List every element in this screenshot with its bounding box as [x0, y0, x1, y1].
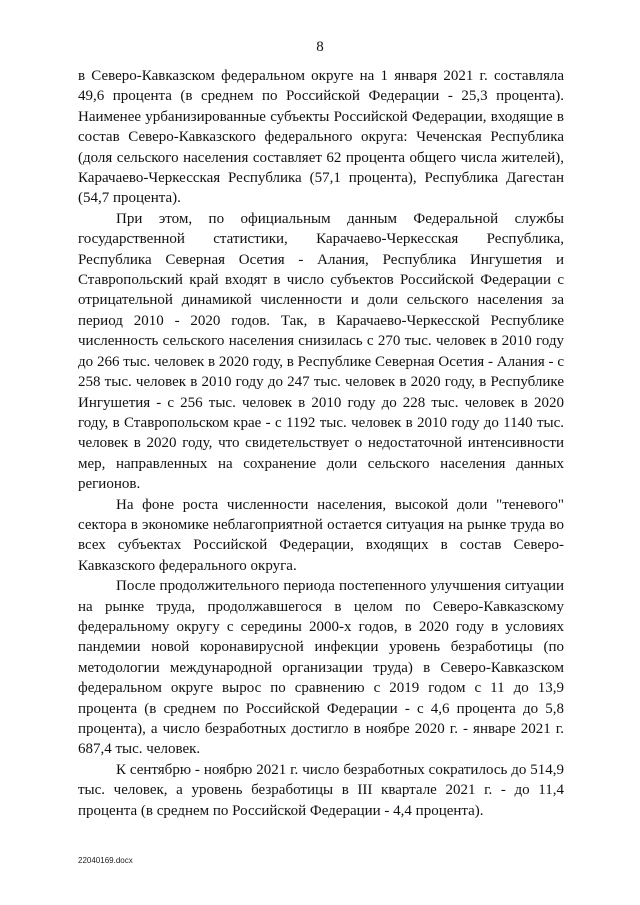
document-body	[78, 66, 564, 821]
paragraph-rural-population-dynamics: При этом, по официальным данным Федеральной службы государственной статистики, Карачаево-Черкесская Республика, Республика Северная Осетия - Алания, Республика Ингушетия и Ставропольский край входят в число субъектов Российской Федерации с отрицательной динамикой численности и доли сельского населения за период 2010 - 2020 годов. Так, в Карачаево-Черкесской Республике численность сельского населения снизилась с 270 тыс. человек в 2010 году до 266 тыс. человек в 2020 году, в Республике Северная Осетия - Алания - с 258 тыс. человек в 2010 году до 247 тыс. человек в 2020 году, в Республике Ингушетия - с 256 тыс. человек в 2010 году до 228 тыс. человек в 2020 году, в Ставропольском крае - с 1192 тыс. человек в 2010 году до 1140 тыс. человек в 2020 году, что свидетельствует о недостаточной интенсивности мер, направленных на сохранение доли сельского населения данных регионов.	[78, 210, 564, 493]
paragraph-labor-market: На фоне роста численности населения, высокой доли "теневого" сектора в экономике неблагоприятной остается ситуация на рынке труда во всех субъектах Российской Федерации, входящих в состав Северо-Кавказского федерального округа.	[78, 496, 564, 574]
footer-file-name: 22040169.docx	[78, 856, 133, 865]
paragraph-unemployment-growth: После продолжительного периода постепенного улучшения ситуации на рынке труда, продолжавшегося в целом по Северо-Кавказскому федеральному округу с середины 2000-х годов, в 2020 году в условиях пандемии новой коронавирусной инфекции уровень безработицы (по методологии международной организации труда) в Северо-Кавказском федеральном округе вырос по сравнению с 2019 годом с 11 до 13,9 процента (в среднем по Российской Федерации - с 4,6 процента до 5,8 процента), а число безработных достигло в ноябре 2020 г. - январе 2021 г. 687,4 тыс. человек.	[78, 578, 564, 758]
paragraph-urbanization: в Северо-Кавказском федеральном округе на 1 января 2021 г. составляла 49,6 процента (в среднем по Российской Федерации - 25,3 процента). Наименее урбанизированные субъекты Российской Федерации, входящие в состав Северо-Кавказского федерального округа: Чеченская Республика (доля сельского населения составляет 62 процента общего числа жителей), Карачаево-Черкесская Республика (57,1 процента), Республика Дагестан (54,7 процента).	[78, 68, 564, 207]
paragraph-unemployment-decline: К сентябрю - ноябрю 2021 г. число безработных сократилось до 514,9 тыс. человек, а уровень безработицы в III квартале 2021 г. - до 11,4 процента (в среднем по Российской Федерации - 4,4 процента).	[78, 761, 564, 819]
page-number: 8	[316, 39, 324, 55]
